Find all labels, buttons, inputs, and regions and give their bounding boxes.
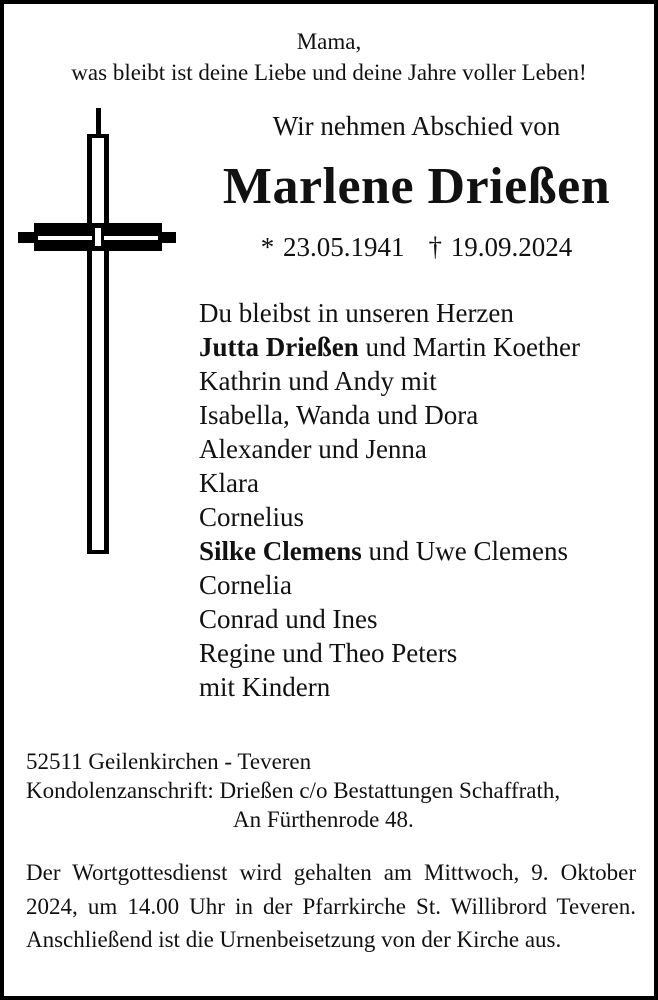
death-date: † 19.09.2024 [428, 232, 573, 262]
mourner-line: Regine und Theo Peters [199, 638, 458, 668]
condolence-street: An Fürthenrode 48. [233, 807, 414, 832]
address-block [26, 747, 560, 834]
motto-line-1: Mama, [296, 29, 362, 54]
mourner-line: Alexander und Jenna [199, 434, 427, 464]
condolence-address: Kondolenzanschrift: Drießen c/o Bestattungen Schaffrath, [26, 778, 561, 803]
mourner-line [199, 330, 580, 364]
mourners-list [199, 296, 580, 704]
mourner-line: Klara [199, 468, 259, 498]
mourner-bold-name: Silke Clemens [199, 536, 362, 566]
latin-cross-icon [14, 104, 179, 556]
mourner-line: Conrad und Ines [199, 604, 378, 634]
deceased-name: Marlene Drießen [222, 158, 611, 215]
motto-line-2: was bleibt ist deine Liebe und deine Jahre voller Leben! [71, 60, 587, 85]
mourner-line: Cornelius [199, 502, 304, 532]
address-place: 52511 Geilenkirchen - Teveren [26, 749, 312, 774]
mourner-rest: und Martin Koether [358, 332, 580, 362]
mourner-line: Isabella, Wanda und Dora [199, 400, 479, 430]
service-info: Der Wortgottesdienst wird gehalten am Mittwoch, 9. Oktober 2024, um 14.00 Uhr in der Pfarrkirche St. Willibrord Teveren. Anschließend ist die Urnenbeisetzung von der Kirche aus. [26, 860, 636, 952]
mourner-rest: und Uwe Clemens [361, 536, 568, 566]
mourner-line [199, 534, 580, 568]
mourner-line: mit Kindern [199, 672, 331, 702]
life-dates [184, 232, 649, 263]
mourner-line: Cornelia [199, 570, 292, 600]
intro-text: Wir nehmen Abschied von [272, 111, 561, 141]
birth-date: * 23.05.1941 [260, 232, 405, 262]
mourners-heading: Du bleibst in unseren Herzen [199, 298, 514, 328]
mourner-line: Kathrin und Andy mit [199, 366, 437, 396]
mourner-bold-name: Jutta Drießen [199, 332, 359, 362]
